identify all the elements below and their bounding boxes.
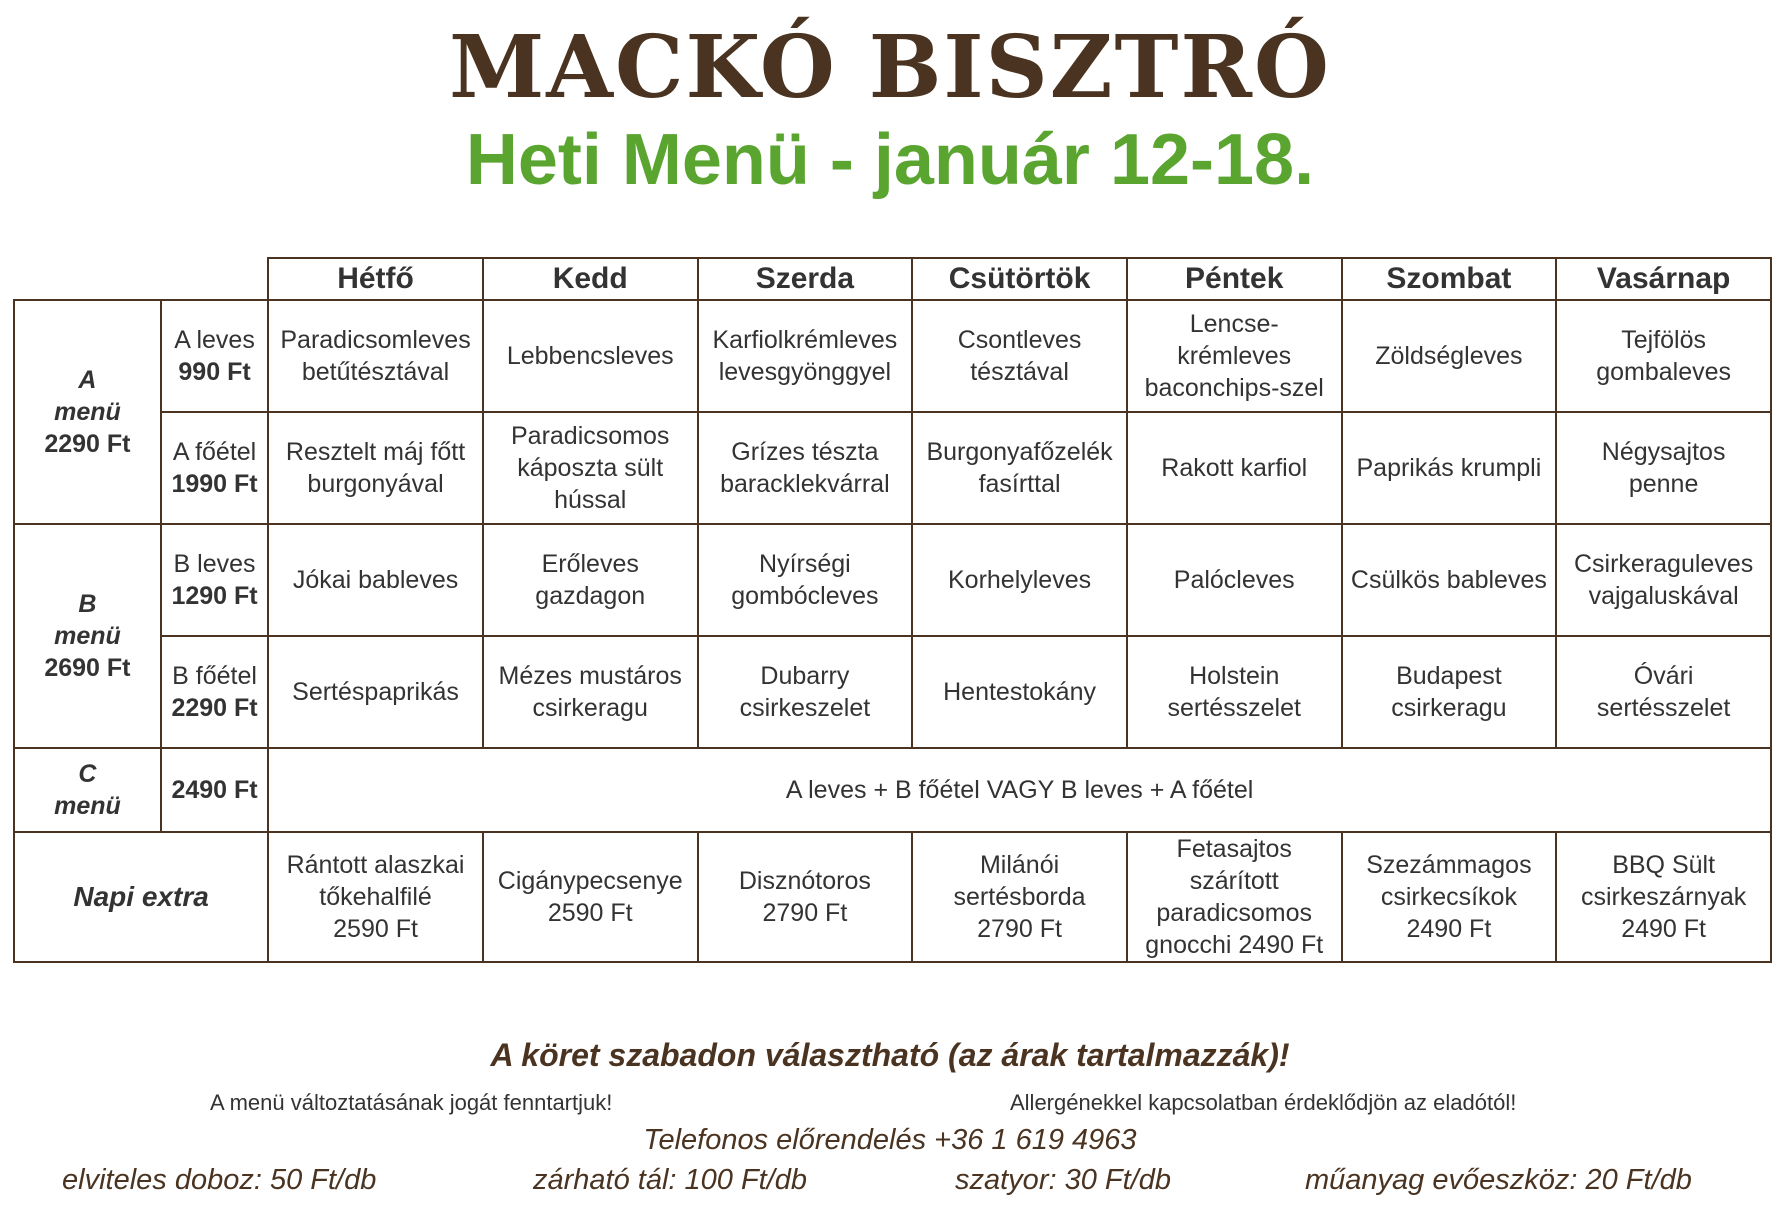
- dish-line: Fetasajtos szárított: [1176, 835, 1292, 895]
- dish-cell: [1556, 300, 1771, 412]
- dish-cell: [483, 300, 698, 412]
- dish-line: Csirkeraguleves: [1573, 550, 1754, 578]
- day-header: Péntek: [1127, 258, 1342, 300]
- a-main-row: [14, 412, 1771, 524]
- dish-line: vajgaluskával: [1588, 582, 1739, 610]
- dish-line: Csontleves: [957, 326, 1082, 354]
- day-header: Csütörtök: [912, 258, 1127, 300]
- dish-line: paradicsomos: [1156, 899, 1313, 927]
- dish-cell: [698, 412, 913, 524]
- dish-cell: [1127, 832, 1342, 962]
- dish-line: baracklekvárral: [720, 470, 890, 498]
- dish-line: Sertéspaprikás: [292, 678, 459, 706]
- dish-cell: [698, 300, 913, 412]
- dish-line: Négysajtos: [1601, 438, 1726, 466]
- fee-dish: zárható tál: 100 Ft/db: [533, 1164, 808, 1196]
- b-soup-row: [14, 524, 1771, 636]
- menu-letter: C: [78, 760, 97, 788]
- day-header: Szerda: [698, 258, 913, 300]
- a-soup-label: [161, 300, 268, 412]
- dish-line: csirkecsíkok: [1380, 883, 1517, 911]
- dish-line: Lencse-: [1189, 310, 1279, 338]
- dish-cell: [912, 300, 1127, 412]
- dish-line: hússal: [554, 486, 627, 514]
- dish-cell: [483, 832, 698, 962]
- dish-line: 2590 Ft: [333, 915, 418, 943]
- dish-line: Dubarry: [760, 662, 850, 690]
- menu-word: menü: [54, 398, 121, 426]
- menu-word: menü: [54, 792, 121, 820]
- dish-cell: [912, 412, 1127, 524]
- dish-line: Burgonyafőzelék: [926, 438, 1113, 466]
- dish-cell: [1342, 300, 1557, 412]
- dish-line: Csülkös bableves: [1350, 566, 1547, 594]
- dish-line: Karfiolkrémleves: [712, 326, 898, 354]
- dish-line: Korhelyleves: [947, 566, 1092, 594]
- dish-line: tőkehalfilé: [319, 883, 432, 911]
- phone-preorder: Telefonos előrendelés +36 1 619 4963: [643, 1124, 1137, 1156]
- dish-line: burgonyával: [307, 470, 444, 498]
- dish-cell: [1556, 524, 1771, 636]
- dish-cell: [483, 412, 698, 524]
- dish-line: Szezámmagos: [1366, 851, 1532, 879]
- menu-price: 2690 Ft: [44, 654, 131, 682]
- dish-line: 2490 Ft: [1621, 915, 1706, 943]
- dish-line: csirkeszelet: [739, 694, 871, 722]
- course-label: A főétel: [172, 438, 257, 466]
- dish-line: Disznótoros: [738, 867, 871, 895]
- dish-cell: [1556, 636, 1771, 748]
- dish-line: levesgyönggyel: [718, 358, 892, 386]
- dish-cell: [698, 524, 913, 636]
- menu-c-price: 2490 Ft: [161, 748, 268, 832]
- b-main-row: [14, 636, 1771, 748]
- dish-cell: [268, 636, 483, 748]
- dish-line: Resztelt máj főtt: [285, 438, 466, 466]
- dish-cell: [1342, 636, 1557, 748]
- dish-line: Budapest: [1396, 662, 1502, 690]
- dish-line: Holstein: [1189, 662, 1280, 690]
- dish-cell: [912, 832, 1127, 962]
- dish-line: gazdagon: [535, 582, 646, 610]
- dish-cell: [1127, 300, 1342, 412]
- menu-c-description: A leves + B főétel VAGY B leves + A főétel: [268, 748, 1771, 832]
- course-price: 1990 Ft: [171, 470, 258, 498]
- dish-cell: [1556, 412, 1771, 524]
- dish-cell: [1127, 636, 1342, 748]
- side-dish-note: A köret szabadon választható (az árak tartalmazzák)!: [490, 1037, 1290, 1073]
- day-header: Hétfő: [268, 258, 483, 300]
- dish-line: Paprikás krumpli: [1356, 454, 1542, 482]
- dish-line: Tejfölös: [1621, 326, 1706, 354]
- course-price: 2290 Ft: [171, 694, 258, 722]
- course-price: 1290 Ft: [171, 582, 258, 610]
- restaurant-name: MACKÓ BISZTRÓ: [449, 17, 1331, 118]
- dish-line: penne: [1628, 470, 1699, 498]
- course-label: A leves: [174, 326, 255, 354]
- dish-cell: [483, 636, 698, 748]
- menu-title: Heti Menü - január 12-18.: [465, 120, 1315, 200]
- menu-price: 2290 Ft: [44, 430, 131, 458]
- dish-line: tésztával: [970, 358, 1069, 386]
- dish-line: csirkeragu: [1391, 694, 1507, 722]
- dish-cell: [1342, 832, 1557, 962]
- header-row: [14, 258, 1771, 300]
- daily-extra-label: Napi extra: [14, 832, 268, 962]
- dish-line: Lebbencsleves: [506, 342, 674, 370]
- dish-line: Hentestokány: [943, 678, 1096, 706]
- fee-cutlery: műanyag evőeszköz: 20 Ft/db: [1305, 1164, 1692, 1196]
- dish-cell: [268, 524, 483, 636]
- menu-letter: B: [78, 590, 97, 618]
- dish-line: 2590 Ft: [547, 899, 633, 927]
- dish-line: Nyírségi: [759, 550, 851, 578]
- dish-cell: [1127, 524, 1342, 636]
- dish-cell: [1127, 412, 1342, 524]
- dish-line: káposzta sült: [517, 454, 664, 482]
- b-soup-label: [161, 524, 268, 636]
- fee-box: elviteles doboz: 50 Ft/db: [62, 1164, 377, 1196]
- a-main-label: [161, 412, 268, 524]
- dish-line: Erőleves: [541, 550, 639, 578]
- dish-line: Rakott karfiol: [1161, 454, 1308, 482]
- dish-line: csirkeszárnyak: [1580, 883, 1747, 911]
- dish-line: sertésszelet: [1596, 694, 1731, 722]
- dish-line: Grízes tészta: [731, 438, 879, 466]
- menu-word: menü: [54, 622, 121, 650]
- dish-cell: [912, 636, 1127, 748]
- menu-letter: A: [78, 366, 97, 394]
- extra-row: [14, 832, 1771, 962]
- menu-c-label: [14, 748, 161, 832]
- dish-line: Paradicsomos: [511, 422, 670, 450]
- dish-cell: [698, 636, 913, 748]
- dish-line: fasírttal: [978, 470, 1061, 498]
- dish-cell: [1342, 524, 1557, 636]
- dish-line: Rántott alaszkai: [286, 851, 465, 879]
- dish-line: 2790 Ft: [762, 899, 848, 927]
- dish-line: BBQ Sült: [1612, 851, 1716, 879]
- day-header: Szombat: [1342, 258, 1557, 300]
- dish-line: Cigánypecsenye: [497, 867, 683, 895]
- course-label: B főétel: [172, 662, 257, 690]
- menu-a-label: [14, 300, 161, 524]
- dish-line: betűtésztával: [301, 358, 450, 386]
- dish-line: gombócleves: [731, 582, 879, 610]
- dish-line: Zöldségleves: [1375, 342, 1523, 370]
- dish-cell: [698, 832, 913, 962]
- dish-line: Palócleves: [1173, 566, 1295, 594]
- weekly-menu-table: [13, 257, 1772, 963]
- dish-line: Jókai bableves: [292, 566, 459, 594]
- dish-line: gombaleves: [1596, 358, 1732, 386]
- empty-corner: [14, 258, 268, 300]
- dish-cell: [1556, 832, 1771, 962]
- allergen-notice: Allergénekkel kapcsolatban érdeklődjön az eladótól!: [1010, 1090, 1517, 1115]
- dish-cell: [268, 300, 483, 412]
- change-notice: A menü változtatásának jogát fenntartjuk!: [210, 1090, 613, 1115]
- dish-cell: [268, 832, 483, 962]
- dish-cell: [483, 524, 698, 636]
- dish-line: sertésborda: [953, 883, 1086, 911]
- dish-cell: [1342, 412, 1557, 524]
- dish-line: Paradicsomleves: [280, 326, 471, 354]
- dish-line: sertésszelet: [1167, 694, 1301, 722]
- dish-line: 2790 Ft: [977, 915, 1062, 943]
- menu-b-label: [14, 524, 161, 748]
- dish-line: 2490 Ft: [1406, 915, 1492, 943]
- course-price: 990 Ft: [178, 358, 251, 386]
- dish-line: Óvári: [1633, 662, 1694, 690]
- c-menu-row: [14, 748, 1771, 832]
- dish-line: krémleves: [1177, 342, 1292, 370]
- dish-line: Milánói: [979, 851, 1060, 879]
- dish-line: gnocchi 2490 Ft: [1145, 931, 1324, 959]
- day-header: Kedd: [483, 258, 698, 300]
- b-main-label: [161, 636, 268, 748]
- dish-cell: [268, 412, 483, 524]
- dish-cell: [912, 524, 1127, 636]
- day-header: Vasárnap: [1556, 258, 1771, 300]
- dish-line: Mézes mustáros: [498, 662, 682, 690]
- dish-line: csirkeragu: [532, 694, 648, 722]
- a-soup-row: [14, 300, 1771, 412]
- dish-line: baconchips-szel: [1144, 374, 1324, 402]
- course-label: B leves: [173, 550, 256, 578]
- fee-bag: szatyor: 30 Ft/db: [955, 1164, 1171, 1196]
